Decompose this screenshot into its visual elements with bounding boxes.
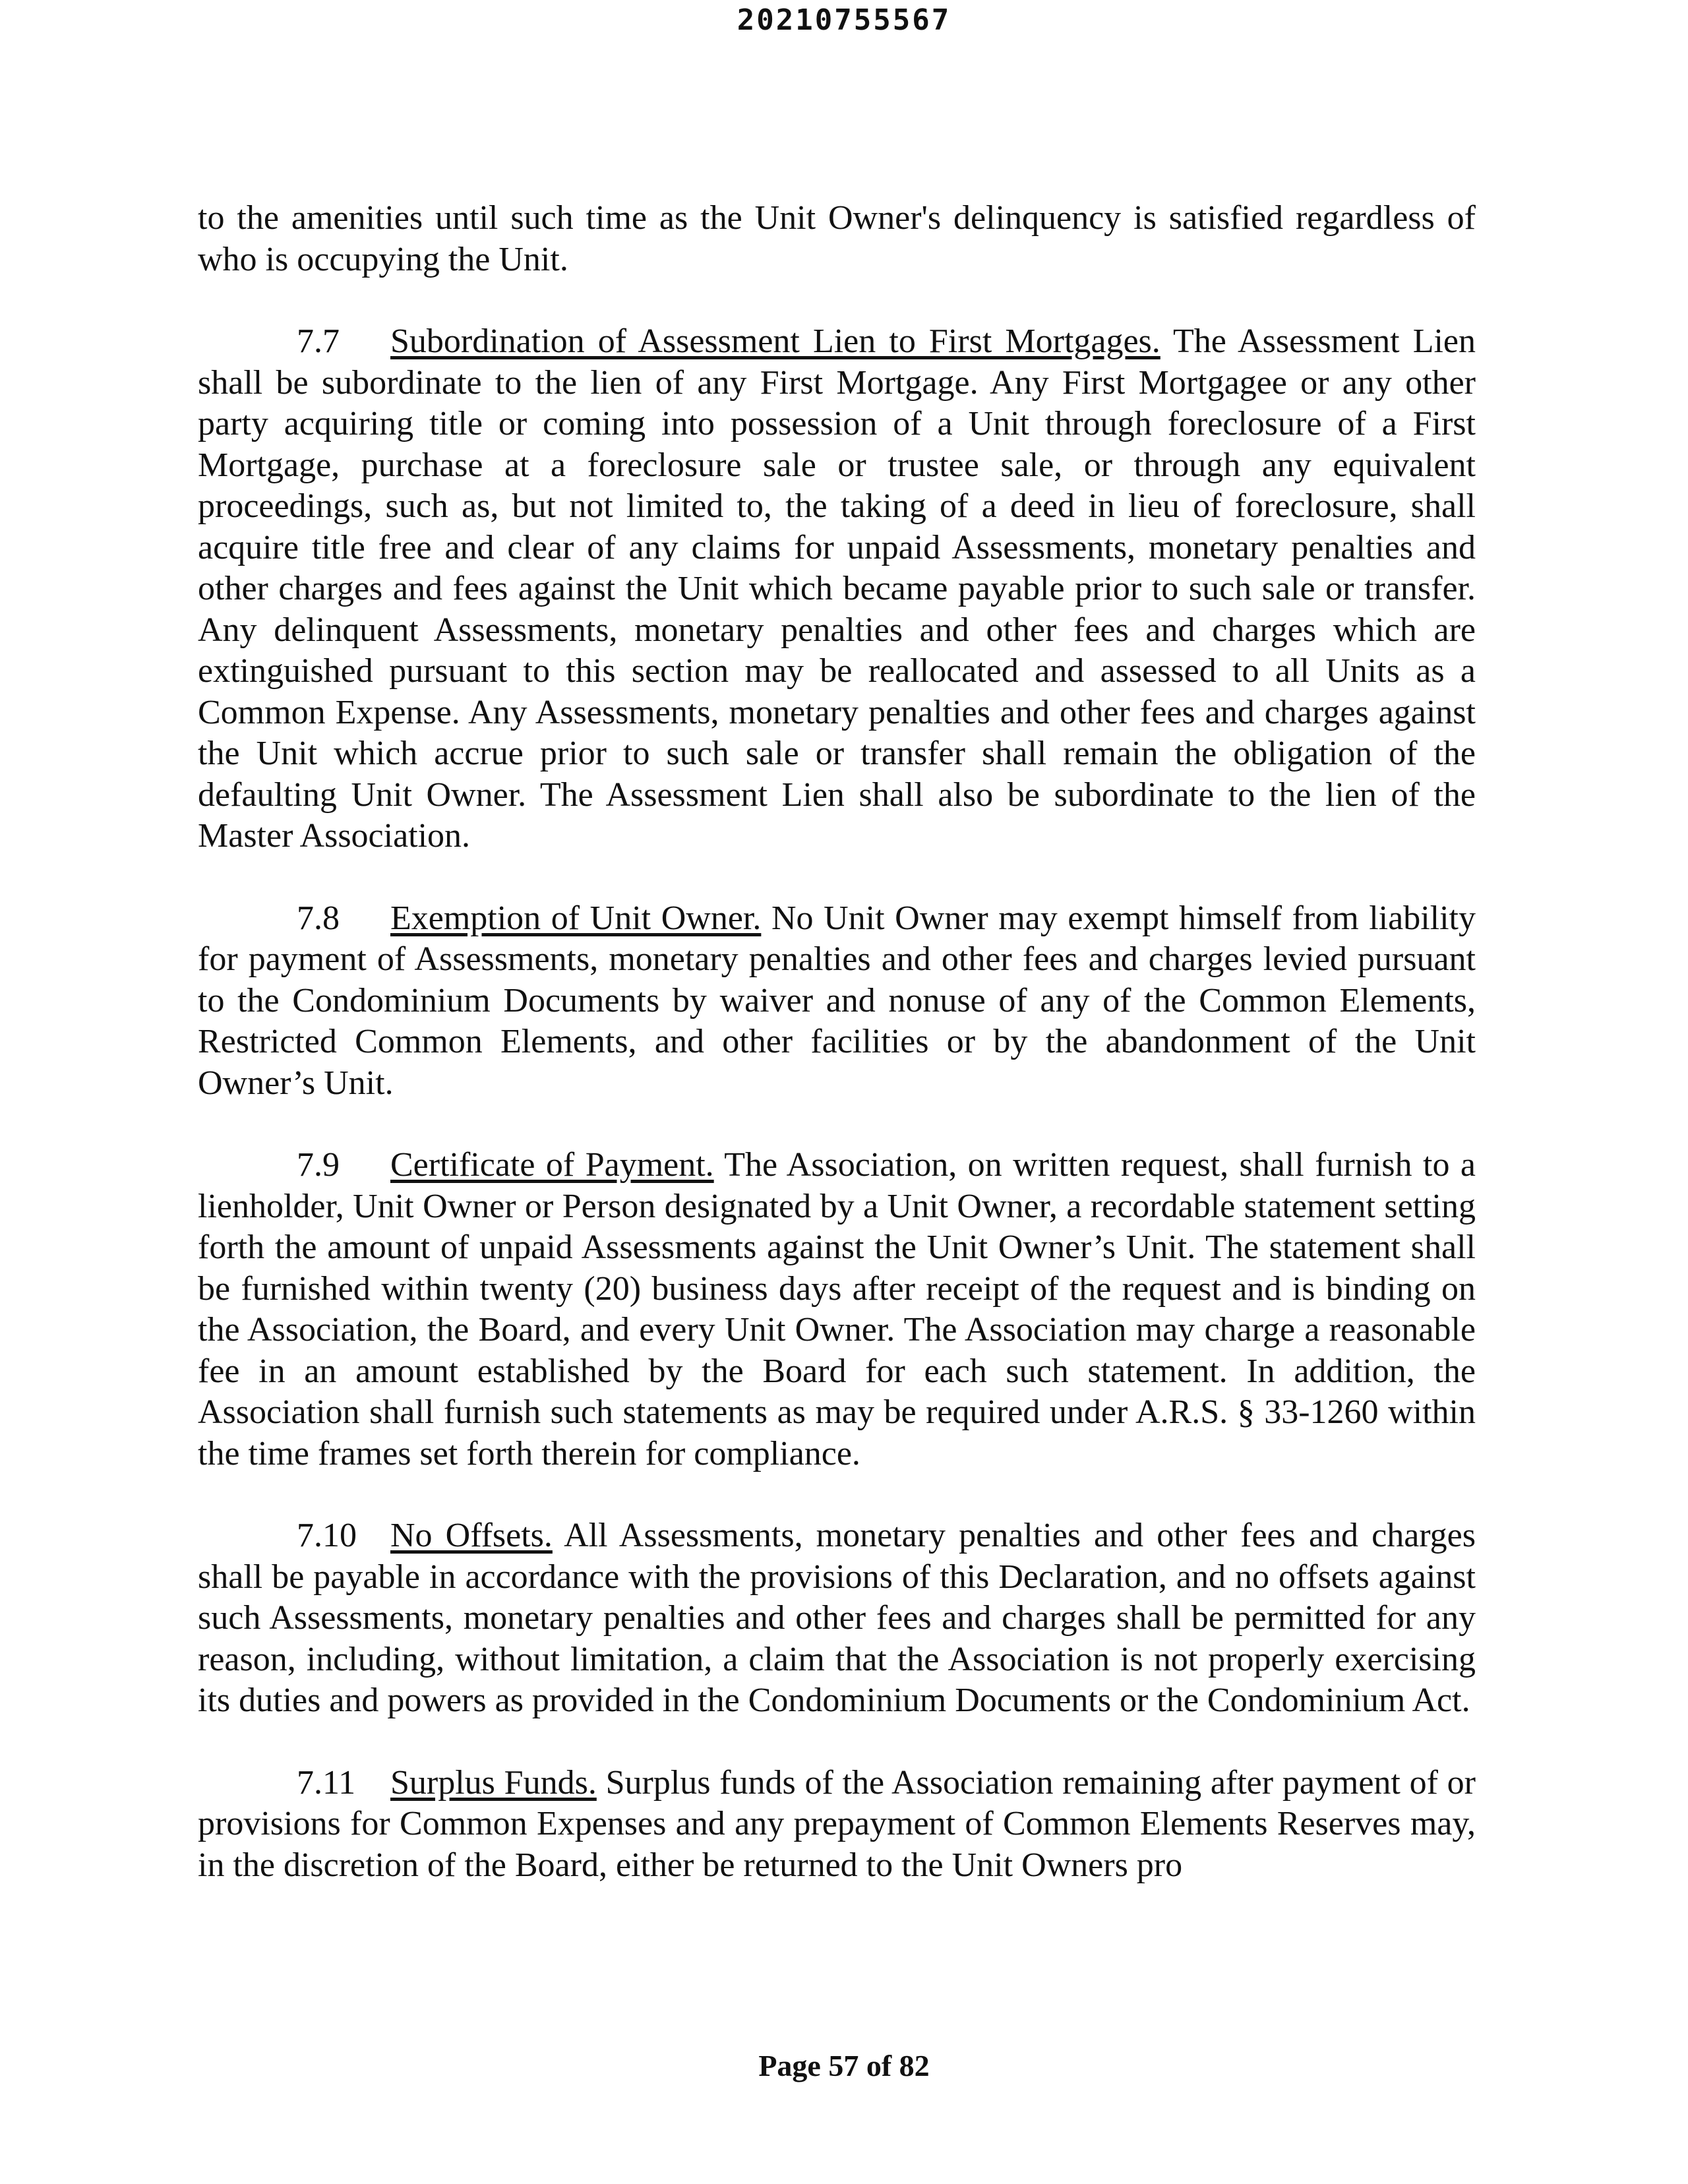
section-text: All Assessments, monetary penalties and other fees and charges shall be payable in accordance with the provisions of this Declaration, and no offsets against such Assessments, monetary penalties and other fees and charges shall be permitted for any reason, including, without limitation, a claim that the Association is not properly exercising its duties and powers as provided in the Condominium Documents or the Condominium Act.: [198, 1517, 1476, 1719]
paragraph-text: to the amenities until such time as the Unit Owner's delinquency is satisfied regardless of who is occupying the Unit.: [198, 199, 1476, 278]
section-number: 7.7: [297, 322, 340, 360]
document-body: [198, 198, 1476, 1927]
document-number: 20210755567: [737, 3, 951, 37]
section-number: 7.8: [297, 899, 340, 937]
section-text: The Assessment Lien shall be subordinate to the lien of any First Mortgage. Any First Mortgagee or any other party acquiring title or coming into possession of a Unit through foreclosure of a First Mortgage, purchase at a foreclosure sale or trustee sale, or through any equivalent proceedings, such as, but not limited to, the taking of a deed in lieu of foreclosure, shall acquire title free and clear of any claims for unpaid Assessments, monetary penalties and other charges and fees against the Unit which became payable prior to such sale or transfer. Any delinquent Assessments, monetary penalties and other fees and charges which are extinguished pursuant to this section may be reallocated and assessed to all Units as a Common Expense. Any Assessments, monetary penalties and other fees and charges against the Unit which accrue prior to such sale or transfer shall remain the obligation of the defaulting Unit Owner. The Assessment Lien shall also be subordinate to the lien of the Master Association.: [198, 322, 1476, 855]
section-text: Surplus funds of the Association remaining after payment of or provisions for Common Expenses and any prepayment of Common Elements Reserves may, in the discretion of the Board, either be returned to the Unit Owners pro: [198, 1763, 1476, 1884]
section-7-8: [198, 898, 1476, 1105]
section-text: The Association, on written request, shall furnish to a lienholder, Unit Owner or Person designated by a Unit Owner, a recordable statement setting forth the amount of unpaid Assessments against the Unit Owner’s Unit. The statement shall be furnished within twenty (20) business days after receipt of the request and is binding on the Association, the Board, and every Unit Owner. The Association may charge a reasonable fee in an amount established by the Board for each such statement. In addition, the Association shall furnish such statements as may be required under A.R.S. § 33-1260 within the time frames set forth therein for compliance.: [198, 1146, 1476, 1472]
section-heading: Exemption of Unit Owner.: [390, 899, 762, 937]
page-number: Page 57 of 82: [758, 2049, 930, 2082]
section-number: 7.9: [297, 1146, 340, 1184]
section-7-7: [198, 321, 1476, 857]
section-number: 7.11: [297, 1763, 356, 1802]
section-7-11: [198, 1763, 1476, 1887]
section-heading: Subordination of Assessment Lien to First Mortgages.: [390, 322, 1160, 360]
section-heading: No Offsets.: [390, 1517, 553, 1554]
section-number: 7.10: [297, 1517, 357, 1554]
section-7-9: [198, 1145, 1476, 1474]
section-7-10: [198, 1515, 1476, 1722]
section-text: No Unit Owner may exempt himself from liability for payment of Assessments, monetary penalties and other fees and charges levied pursuant to the Condominium Documents by waiver and nonuse of any of the Common Elements, Restricted Common Elements, and other facilities or by the abandonment of the Unit Owner’s Unit.: [198, 899, 1476, 1102]
section-heading: Surplus Funds.: [390, 1763, 597, 1802]
paragraph-continuation: [198, 198, 1476, 280]
section-heading: Certificate of Payment.: [390, 1146, 714, 1184]
